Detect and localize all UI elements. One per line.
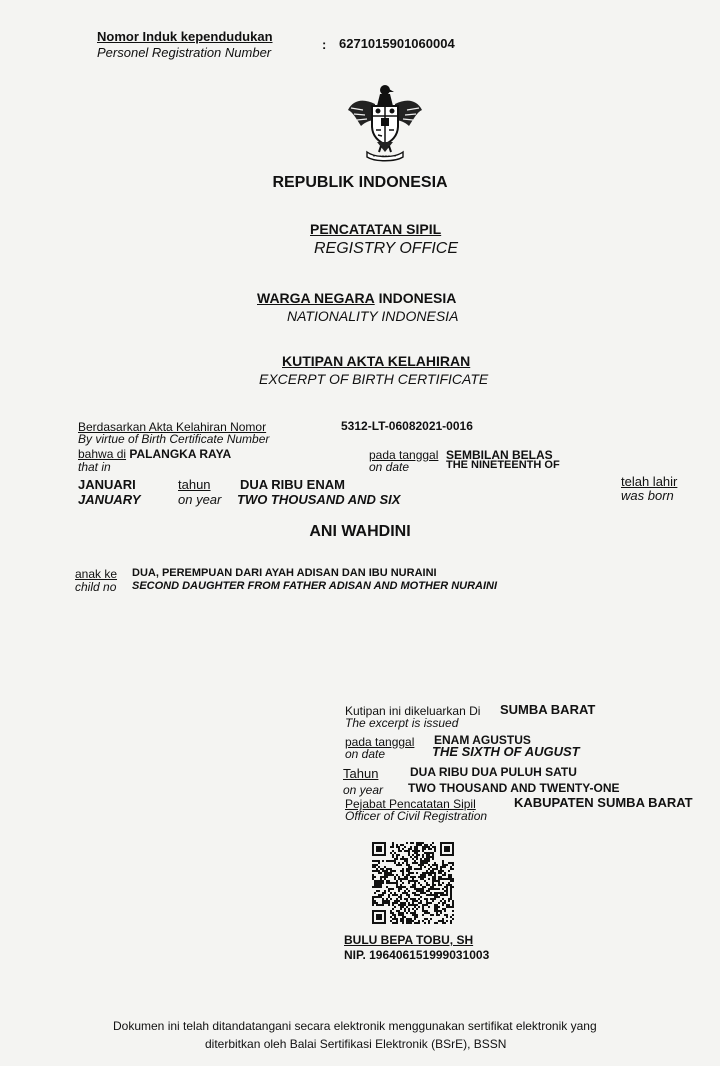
nik-value: 6271015901060004	[339, 36, 455, 51]
issue-date-label-id: pada tanggal	[345, 735, 415, 749]
year-id: DUA RIBU ENAM	[240, 477, 345, 492]
place-label-id: bahwa di	[78, 447, 127, 461]
doc-title-en: EXCERPT OF BIRTH CERTIFICATE	[259, 371, 489, 387]
basis-label-id: Berdasarkan Akta Kelahiran Nomor	[78, 420, 267, 434]
office-title-id: PENCATATAN SIPIL	[310, 221, 442, 237]
year-label-en: on year	[178, 492, 222, 507]
issue-year-id: DUA RIBU DUA PULUH SATU	[410, 765, 577, 779]
place-value: PALANGKA RAYA	[129, 447, 232, 461]
nationality-value: INDONESIA	[378, 290, 457, 306]
person-name: ANI WAHDINI	[309, 523, 411, 540]
country-title: REPUBLIK INDONESIA	[272, 174, 448, 191]
signer-name: BULU BEPA TOBU, SH	[344, 933, 474, 947]
child-desc-id: DUA, PEREMPUAN DARI AYAH ADISAN DAN IBU NURAINI	[132, 567, 437, 579]
signer-nip: NIP. 196406151999031003	[344, 948, 490, 962]
child-label-en: child no	[75, 580, 117, 594]
born-label-id: telah lahir	[621, 474, 678, 489]
nationality-label: WARGA NEGARA	[257, 290, 375, 306]
date-label-en: on date	[369, 460, 410, 474]
issue-date-id: ENAM AGUSTUS	[434, 733, 531, 747]
place-label-en: that in	[78, 460, 111, 474]
issue-year-en: TWO THOUSAND AND TWENTY-ONE	[408, 781, 620, 795]
child-label-id: anak ke	[75, 567, 118, 581]
date-label-id: pada tanggal	[369, 448, 439, 462]
day-en: THE NINETEENTH OF	[446, 459, 560, 471]
year-en: TWO THOUSAND AND SIX	[237, 492, 401, 507]
officer-label-id: Pejabat Pencatatan Sipil	[345, 797, 476, 811]
officer-value: KABUPATEN SUMBA BARAT	[514, 795, 693, 810]
issued-place: SUMBA BARAT	[500, 702, 596, 717]
month-id: JANUARI	[78, 477, 136, 492]
place-line	[78, 447, 231, 461]
issued-label-id: Kutipan ini dikeluarkan Di	[345, 704, 481, 718]
garuda-emblem-icon	[345, 80, 425, 162]
doc-title-id: KUTIPAN AKTA KELAHIRAN	[282, 353, 471, 369]
nik-label-en: Personel Registration Number	[97, 45, 272, 60]
qr-code-icon	[372, 842, 454, 926]
day-id: SEMBILAN BELAS	[446, 448, 553, 462]
nik-label-id: Nomor Induk kependudukan	[97, 29, 273, 44]
nationality-line	[257, 290, 456, 306]
year-label-id: tahun	[178, 477, 211, 492]
officer-label-en: Officer of Civil Registration	[345, 809, 488, 823]
issue-date-label-en: on date	[345, 747, 386, 761]
nationality-en: NATIONALITY INDONESIA	[287, 308, 459, 324]
nik-colon: :	[322, 37, 327, 52]
basis-label-en: By virtue of Birth Certificate Number	[78, 432, 270, 446]
born-label-en: was born	[621, 488, 674, 503]
office-title-en: REGISTRY OFFICE	[314, 240, 459, 257]
footer-line-1: Dokumen ini telah ditandatangani secara elektronik menggunakan sertifikat elektronik yang	[113, 1019, 597, 1033]
issue-year-label-en: on year	[343, 783, 384, 797]
issued-label-en: The excerpt is issued	[345, 716, 459, 730]
cert-number: 5312-LT-06082021-0016	[341, 419, 473, 433]
month-en: JANUARY	[78, 492, 141, 507]
issue-date-en: THE SIXTH OF AUGUST	[432, 744, 580, 759]
footer-line-2: diterbitkan oleh Balai Sertifikasi Elektronik (BSrE), BSSN	[205, 1037, 507, 1051]
issue-year-label-id: Tahun	[343, 766, 379, 781]
child-desc-en: SECOND DAUGHTER FROM FATHER ADISAN AND MOTHER NURAINI	[132, 580, 498, 592]
